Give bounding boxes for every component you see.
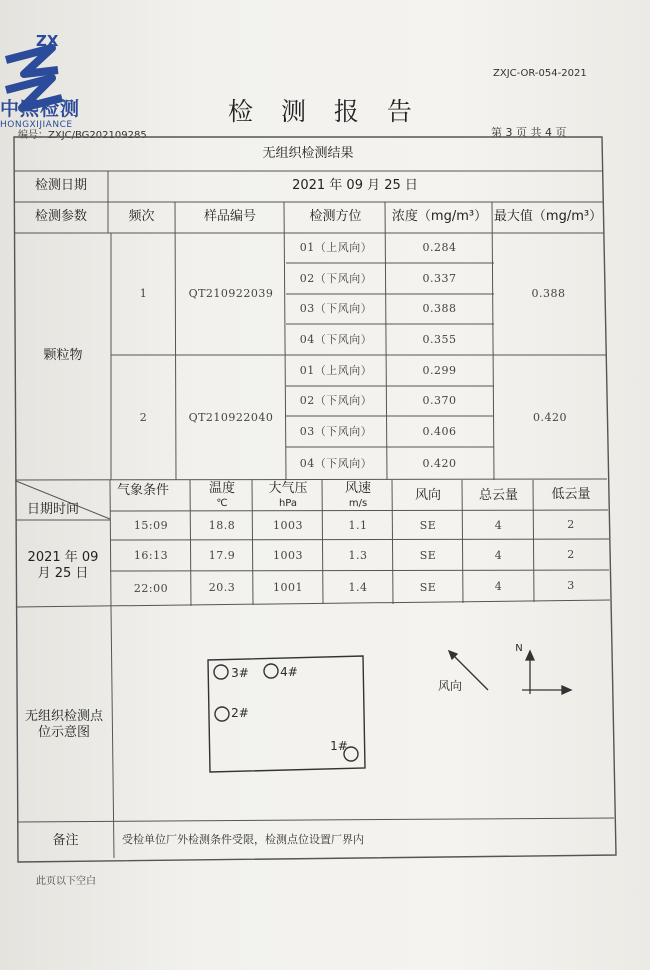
header-concentration: 浓度（mg/m³）	[391, 209, 488, 225]
weather-temperature: 18.8	[208, 518, 236, 532]
max-cell: 0.420	[533, 410, 567, 424]
header-frequency: 频次	[128, 209, 155, 225]
concentration-cell: 0.337	[422, 271, 457, 285]
position-cell: 01（上风向）	[299, 241, 373, 255]
concentration-cell: 0.388	[422, 302, 457, 316]
logo-text: 中熙检测	[0, 98, 81, 120]
table-caption: 无组织检测结果	[262, 145, 354, 161]
weather-low-cloud: 3	[567, 579, 575, 593]
header-wind-speed-unit: m/s	[348, 497, 368, 509]
weather-time: 16:13	[133, 548, 169, 562]
header-low-cloud: 低云量	[551, 486, 591, 502]
concentration-cell: 0.284	[422, 241, 457, 255]
weather-temperature: 17.9	[208, 548, 236, 562]
logo-subtitle: HONGXIJIANCE	[0, 120, 73, 130]
weather-wind-speed: 1.4	[348, 580, 368, 594]
weather-low-cloud: 2	[567, 517, 575, 531]
weather-wind-direction: SE	[419, 548, 437, 562]
diagram-label: 无组织检测点位示意图	[24, 708, 103, 740]
header-wind-direction: 风向	[414, 487, 441, 503]
page-number: 第 3 页 共 4 页	[491, 126, 567, 139]
position-cell: 04（下风向）	[299, 456, 373, 470]
date-label: 检测日期	[34, 178, 87, 194]
weather-total-cloud: 4	[494, 548, 503, 562]
svg-text:ZX: ZX	[36, 32, 59, 50]
east-arrow-head-icon	[562, 686, 571, 694]
wind-direction-label: 风向	[437, 678, 462, 693]
header-max: 最大值（mg/m³）	[493, 209, 603, 225]
max-cell: 0.388	[531, 287, 566, 301]
weather-time: 22:00	[133, 581, 169, 595]
weather-wind-direction: SE	[419, 518, 437, 532]
weather-total-cloud: 4	[494, 580, 503, 594]
frequency-cell: 2	[139, 410, 148, 424]
header-position: 检测方位	[309, 209, 362, 225]
weather-wind-speed: 1.3	[348, 548, 368, 562]
position-cell: 02（下风向）	[299, 394, 373, 408]
weather-pressure: 1003	[273, 548, 303, 562]
header-total-cloud: 总云量	[478, 487, 518, 503]
sample-cell: QT210922040	[188, 410, 274, 424]
header-param: 检测参数	[34, 209, 87, 225]
weather-low-cloud: 2	[567, 547, 575, 561]
concentration-cell: 0.299	[422, 363, 457, 377]
weather-time: 15:09	[133, 518, 169, 532]
blank-page-note: 此页以下空白	[36, 876, 96, 887]
point-2-marker	[215, 707, 229, 721]
weather-wind-speed: 1.1	[348, 518, 368, 532]
point-label: 3#	[231, 665, 249, 680]
position-cell: 03（下风向）	[299, 424, 373, 438]
weather-corner-bottom: 日期时间	[26, 501, 79, 517]
frequency-cell: 1	[139, 287, 148, 301]
remark-label: 备注	[52, 832, 79, 848]
report-number: 编号：ZXJC/BG202109285	[18, 130, 147, 141]
point-4-marker	[264, 664, 278, 678]
north-arrow-head-icon	[526, 651, 534, 660]
weather-pressure: 1003	[273, 518, 303, 532]
header-temperature: 温度	[208, 480, 235, 496]
point-3-marker	[214, 665, 228, 679]
header-sample: 样品编号	[203, 209, 256, 225]
concentration-cell: 0.420	[422, 456, 457, 470]
page-title: 检 测 报 告	[228, 97, 422, 126]
point-label: 2#	[231, 705, 249, 720]
weather-corner-top: 气象条件	[116, 482, 169, 498]
sample-cell: QT210922039	[188, 287, 274, 301]
header-pressure-unit: hPa	[278, 497, 298, 509]
point-label: 1#	[330, 738, 348, 753]
position-cell: 03（下风向）	[299, 302, 373, 316]
header-pressure: 大气压	[268, 480, 308, 496]
point-label: 4#	[280, 664, 298, 679]
weather-pressure: 1001	[273, 581, 303, 595]
north-label: N	[515, 642, 523, 654]
weather-date: 2021 年 09 月 25 日	[27, 549, 99, 581]
weather-wind-direction: SE	[419, 580, 437, 594]
header-wind-speed: 风速	[344, 480, 371, 496]
position-cell: 01（上风向）	[299, 363, 373, 377]
remark-text: 受检单位厂外检测条件受限，检测点位设置厂界内	[122, 833, 364, 847]
weather-temperature: 20.3	[208, 581, 236, 595]
date-value: 2021 年 09 月 25 日	[292, 178, 418, 194]
concentration-cell: 0.406	[422, 424, 457, 438]
position-cell: 04（下风向）	[299, 332, 373, 346]
document-code: ZXJC-OR-054-2021	[493, 68, 587, 79]
header-temperature-unit: ℃	[216, 497, 228, 509]
concentration-cell: 0.370	[422, 394, 457, 408]
weather-total-cloud: 4	[494, 518, 503, 532]
position-cell: 02（下风向）	[299, 271, 373, 285]
concentration-cell: 0.355	[422, 332, 457, 346]
param-name: 颗粒物	[43, 348, 83, 364]
